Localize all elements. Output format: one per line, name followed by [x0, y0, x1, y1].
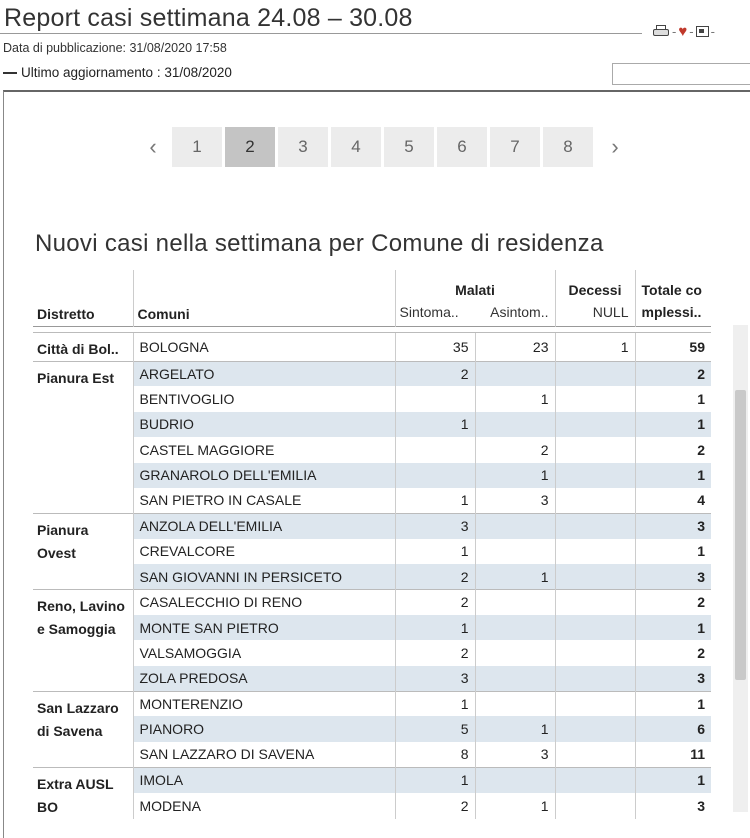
- table-row: [33, 615, 711, 640]
- page-button-5[interactable]: 5: [384, 127, 434, 167]
- cell-sintomatici: 2: [395, 564, 475, 589]
- cell-asintomatici: [475, 539, 555, 564]
- toolbar-separator: -: [672, 24, 677, 39]
- page-button-6[interactable]: 6: [437, 127, 487, 167]
- cell-totale: 1: [635, 539, 711, 564]
- cell-decessi: [555, 640, 635, 665]
- table-row: [33, 488, 711, 513]
- cell-decessi: [555, 539, 635, 564]
- cell-totale: 1: [635, 767, 711, 793]
- cell-comune: IMOLA: [133, 767, 395, 793]
- cell-distretto: Extra AUSL BO: [33, 767, 133, 819]
- header-malati[interactable]: Malati: [395, 270, 555, 298]
- cell-distretto: Reno, Lavino e Samoggia: [33, 590, 133, 692]
- pagination: [134, 127, 634, 167]
- cell-decessi: [555, 412, 635, 437]
- cell-sintomatici: 3: [395, 666, 475, 691]
- header-comuni[interactable]: Comuni: [133, 270, 395, 326]
- cell-sintomatici: 2: [395, 361, 475, 386]
- cell-sintomatici: [395, 386, 475, 411]
- cell-decessi: [555, 767, 635, 793]
- cell-decessi: [555, 691, 635, 716]
- cell-decessi: [555, 564, 635, 589]
- cell-sintomatici: 1: [395, 412, 475, 437]
- toolbar: [652, 24, 715, 39]
- publication-date: Data di pubblicazione: 31/08/2020 17:58: [3, 41, 227, 55]
- cell-comune: ANZOLA DELL'EMILIA: [133, 513, 395, 538]
- scrollbar-thumb[interactable]: [735, 390, 746, 680]
- cell-comune: MODENA: [133, 793, 395, 819]
- cell-comune: MONTERENZIO: [133, 691, 395, 716]
- cell-comune: GRANAROLO DELL'EMILIA: [133, 463, 395, 488]
- cell-sintomatici: 2: [395, 590, 475, 615]
- page-button-7[interactable]: 7: [490, 127, 540, 167]
- cell-comune: VALSAMOGGIA: [133, 640, 395, 665]
- cell-asintomatici: [475, 691, 555, 716]
- cell-sintomatici: 2: [395, 640, 475, 665]
- cell-asintomatici: 1: [475, 386, 555, 411]
- cell-decessi: 1: [555, 332, 635, 361]
- page-button-3[interactable]: 3: [278, 127, 328, 167]
- cell-distretto: San Lazzaro di Savena: [33, 691, 133, 767]
- table-row: [33, 742, 711, 767]
- table-row: [33, 463, 711, 488]
- window-icon[interactable]: [696, 26, 709, 37]
- cases-table: [33, 270, 711, 819]
- header-distretto[interactable]: Distretto: [37, 305, 95, 322]
- table-row: [33, 539, 711, 564]
- cell-sintomatici: 1: [395, 691, 475, 716]
- cell-totale: 1: [635, 615, 711, 640]
- page-button-8[interactable]: 8: [543, 127, 593, 167]
- cell-decessi: [555, 742, 635, 767]
- last-update: [3, 65, 232, 80]
- cell-comune: CASALECCHIO DI RENO: [133, 590, 395, 615]
- cell-decessi: [555, 615, 635, 640]
- last-update-text: Ultimo aggiornamento : 31/08/2020: [21, 65, 232, 80]
- table-body: [33, 332, 711, 819]
- table-row: [33, 767, 711, 793]
- table-row: [33, 386, 711, 411]
- cell-asintomatici: 1: [475, 463, 555, 488]
- cell-decessi: [555, 463, 635, 488]
- table-row: [33, 332, 711, 361]
- table-row: [33, 716, 711, 741]
- cell-asintomatici: [475, 767, 555, 793]
- cell-comune: SAN LAZZARO DI SAVENA: [133, 742, 395, 767]
- cell-comune: CASTEL MAGGIORE: [133, 437, 395, 462]
- header-decessi[interactable]: Decessi: [555, 270, 635, 298]
- cell-asintomatici: 3: [475, 742, 555, 767]
- cell-asintomatici: [475, 412, 555, 437]
- cell-asintomatici: 2: [475, 437, 555, 462]
- cell-comune: MONTE SAN PIETRO: [133, 615, 395, 640]
- cell-sintomatici: 1: [395, 488, 475, 513]
- cell-asintomatici: [475, 615, 555, 640]
- cell-totale: 2: [635, 590, 711, 615]
- table-row: [33, 666, 711, 691]
- cell-sintomatici: 2: [395, 793, 475, 819]
- cell-comune: BOLOGNA: [133, 332, 395, 361]
- page-button-1[interactable]: 1: [172, 127, 222, 167]
- cell-totale: 3: [635, 564, 711, 589]
- table-row: [33, 412, 711, 437]
- cell-sintomatici: 1: [395, 615, 475, 640]
- toolbar-separator: -: [689, 24, 694, 39]
- header-asintomatici[interactable]: Asintom..: [490, 303, 549, 320]
- cell-totale: 3: [635, 793, 711, 819]
- cell-sintomatici: 1: [395, 767, 475, 793]
- cell-comune: CREVALCORE: [133, 539, 395, 564]
- header-totale-line1[interactable]: Totale co: [635, 270, 711, 298]
- heart-icon[interactable]: ♥: [678, 23, 688, 40]
- cell-decessi: [555, 590, 635, 615]
- header-sintomatici[interactable]: Sintoma..: [395, 298, 475, 326]
- table-row: [33, 361, 711, 386]
- cell-sintomatici: 8: [395, 742, 475, 767]
- cell-decessi: [555, 793, 635, 819]
- title-divider: [0, 33, 642, 34]
- printer-icon[interactable]: [652, 25, 670, 39]
- cell-totale: 4: [635, 488, 711, 513]
- cell-asintomatici: 1: [475, 716, 555, 741]
- page-list: [172, 127, 596, 167]
- cell-asintomatici: [475, 361, 555, 386]
- cell-totale: 59: [635, 332, 711, 361]
- cell-totale: 1: [635, 412, 711, 437]
- report-header: [0, 0, 750, 92]
- cell-distretto: Pianura Ovest: [33, 513, 133, 589]
- cell-decessi: [555, 716, 635, 741]
- table-row: [33, 564, 711, 589]
- search-input[interactable]: [612, 63, 750, 85]
- cell-totale: 2: [635, 640, 711, 665]
- cell-asintomatici: [475, 590, 555, 615]
- page-title: Report casi settimana 24.08 – 30.08: [4, 4, 413, 32]
- dash-icon: [3, 72, 17, 74]
- cell-sintomatici: 1: [395, 539, 475, 564]
- cell-decessi: [555, 488, 635, 513]
- table-row: [33, 437, 711, 462]
- header-totale-line2[interactable]: mplessi..: [635, 298, 711, 326]
- cell-comune: BUDRIO: [133, 412, 395, 437]
- cell-comune: SAN GIOVANNI IN PERSICETO: [133, 564, 395, 589]
- page-button-4[interactable]: 4: [331, 127, 381, 167]
- cell-decessi: [555, 666, 635, 691]
- cell-decessi: [555, 437, 635, 462]
- cell-distretto: Pianura Est: [33, 361, 133, 513]
- cell-asintomatici: 1: [475, 793, 555, 819]
- cell-totale: 1: [635, 463, 711, 488]
- cell-asintomatici: [475, 640, 555, 665]
- cell-decessi: [555, 513, 635, 538]
- cell-totale: 11: [635, 742, 711, 767]
- cell-totale: 1: [635, 386, 711, 411]
- table-title: Nuovi casi nella settimana per Comune di residenza: [35, 230, 604, 257]
- cell-asintomatici: [475, 666, 555, 691]
- prev-page-button[interactable]: ‹: [149, 134, 157, 159]
- cell-comune: ZOLA PREDOSA: [133, 666, 395, 691]
- cell-asintomatici: 23: [475, 332, 555, 361]
- table-row: [33, 513, 711, 538]
- cell-totale: 2: [635, 361, 711, 386]
- cell-decessi: [555, 361, 635, 386]
- table-row: [33, 590, 711, 615]
- cell-comune: SAN PIETRO IN CASALE: [133, 488, 395, 513]
- toolbar-separator: -: [710, 24, 715, 39]
- table-row: [33, 640, 711, 665]
- cell-sintomatici: 5: [395, 716, 475, 741]
- table-row: [33, 793, 711, 819]
- cell-totale: 6: [635, 716, 711, 741]
- cell-totale: 3: [635, 666, 711, 691]
- cell-comune: PIANORO: [133, 716, 395, 741]
- next-page-button[interactable]: ›: [611, 134, 619, 159]
- cell-asintomatici: [475, 513, 555, 538]
- page-button-2[interactable]: 2: [225, 127, 275, 167]
- cell-sintomatici: 3: [395, 513, 475, 538]
- cell-asintomatici: 1: [475, 564, 555, 589]
- cell-totale: 3: [635, 513, 711, 538]
- cell-sintomatici: 35: [395, 332, 475, 361]
- cell-sintomatici: [395, 437, 475, 462]
- cell-distretto: Città di Bol..: [33, 332, 133, 361]
- table-row: [33, 691, 711, 716]
- cell-asintomatici: 3: [475, 488, 555, 513]
- cell-totale: 1: [635, 691, 711, 716]
- cell-comune: ARGELATO: [133, 361, 395, 386]
- cell-totale: 2: [635, 437, 711, 462]
- cell-decessi: [555, 386, 635, 411]
- header-decessi-null[interactable]: NULL: [555, 298, 635, 326]
- cell-comune: BENTIVOGLIO: [133, 386, 395, 411]
- cell-sintomatici: [395, 463, 475, 488]
